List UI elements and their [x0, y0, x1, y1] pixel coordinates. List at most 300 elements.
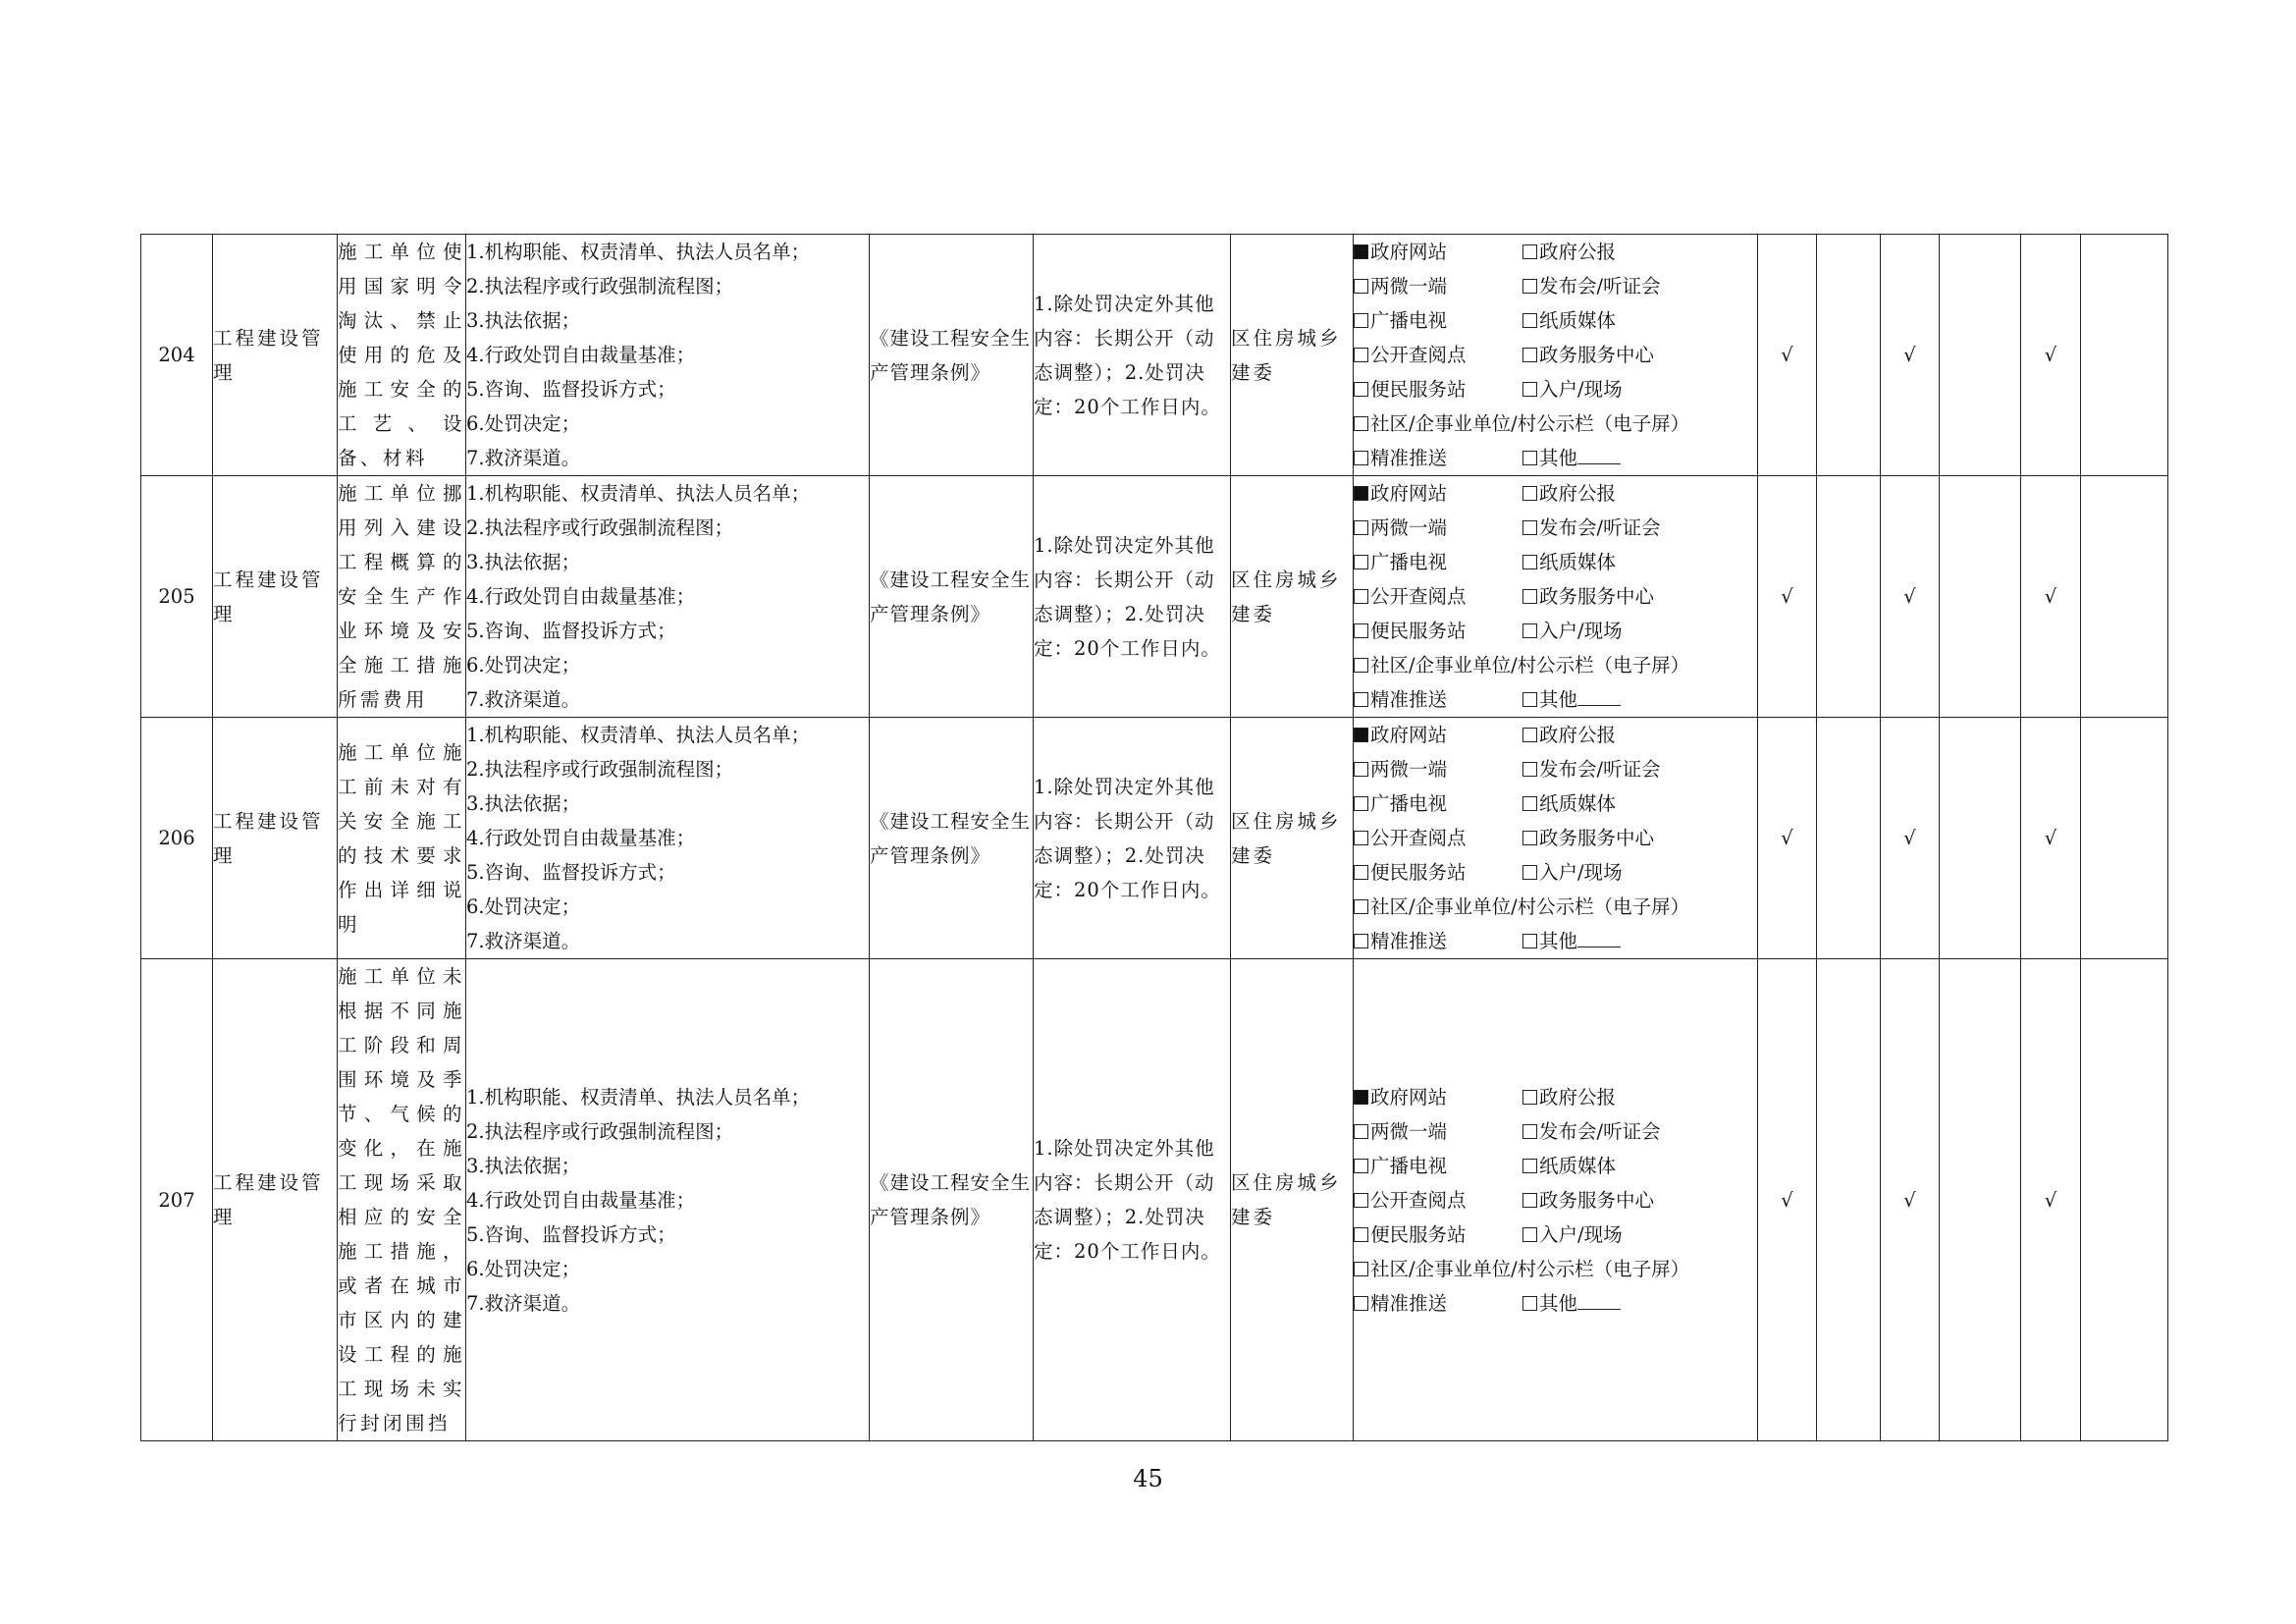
channel-label: 政务服务中心	[1539, 827, 1655, 849]
other-blank-line	[1577, 691, 1621, 706]
channel-row	[1354, 752, 1757, 786]
channel-label: 入户/现场	[1539, 620, 1623, 642]
basis-cell	[870, 235, 1034, 476]
channel-label: 公开查阅点	[1370, 827, 1467, 849]
category-cell	[213, 718, 338, 959]
channel-cell	[1354, 235, 1758, 476]
category-text: 工程建设管理	[213, 326, 324, 384]
channel-label: 公开查阅点	[1370, 1188, 1467, 1212]
channel-row	[1354, 406, 1757, 441]
channel-row	[1354, 924, 1757, 958]
channel-label: 广播电视	[1370, 1154, 1448, 1177]
mark-cell	[1817, 476, 1881, 718]
content-line: 7.救济渠道。	[466, 1291, 581, 1315]
channel-row	[1354, 511, 1757, 545]
basis-text: 《建设工程安全生产管理条例》	[870, 1171, 1032, 1228]
channel-row	[1354, 545, 1757, 579]
checkbox-icon[interactable]	[1354, 279, 1368, 294]
table-body	[141, 235, 2168, 1441]
channel-label: 精准推送	[1370, 930, 1448, 952]
content-cell	[466, 959, 870, 1441]
channel-label: 精准推送	[1370, 688, 1448, 711]
page-number: 45	[1133, 1465, 1163, 1492]
channel-row	[1354, 1183, 1757, 1218]
channel-option[interactable]	[1354, 1080, 1522, 1114]
other-blank-line	[1577, 933, 1621, 947]
dept-cell	[1231, 959, 1354, 1441]
checkbox-icon[interactable]	[1354, 520, 1368, 535]
dept-text: 区住房城乡建委	[1231, 326, 1342, 384]
channel-option[interactable]	[1354, 235, 1522, 269]
checkbox-icon[interactable]	[1354, 796, 1368, 811]
channel-row	[1354, 1114, 1757, 1149]
checkbox-icon[interactable]	[1522, 348, 1537, 362]
dept-text: 区住房城乡建委	[1231, 1171, 1342, 1228]
channel-row	[1354, 718, 1757, 752]
checkbox-icon[interactable]	[1522, 1159, 1537, 1173]
channel-label: 发布会/听证会	[1539, 1119, 1661, 1143]
channel-option[interactable]	[1522, 476, 1616, 511]
channel-label: 便民服务站	[1370, 1222, 1467, 1246]
checkbox-icon[interactable]	[1354, 934, 1368, 948]
channel-option[interactable]	[1354, 648, 1689, 682]
channel-row	[1354, 303, 1757, 338]
content-line: 3.执法依据；	[466, 1154, 581, 1177]
row-number-cell	[141, 959, 213, 1441]
channel-option[interactable]	[1522, 372, 1623, 406]
channel-label: 政务服务中心	[1539, 344, 1655, 366]
content-line: 2.执法程序或行政强制流程图；	[466, 758, 734, 781]
channel-row	[1354, 890, 1757, 924]
channel-option[interactable]	[1522, 786, 1616, 821]
mark-cell	[2081, 476, 2168, 718]
channel-row	[1354, 614, 1757, 648]
channel-label: 公开查阅点	[1370, 344, 1467, 366]
checkbox-icon[interactable]	[1522, 589, 1537, 604]
channel-option[interactable]	[1522, 1080, 1616, 1114]
channel-option[interactable]	[1522, 338, 1654, 372]
channel-row	[1354, 648, 1757, 682]
channel-label: 精准推送	[1370, 447, 1448, 469]
table-row	[141, 959, 2168, 1441]
checkbox-icon[interactable]	[1354, 692, 1368, 707]
channel-option[interactable]	[1354, 786, 1522, 821]
channel-cell	[1354, 718, 1758, 959]
checkbox-icon[interactable]	[1354, 589, 1368, 604]
channel-row	[1354, 821, 1757, 855]
channel-label: 两微一端	[1370, 275, 1448, 298]
other-blank-line	[1577, 450, 1621, 464]
channel-option[interactable]	[1522, 511, 1661, 545]
checkbox-icon[interactable]	[1522, 728, 1537, 742]
channel-option[interactable]	[1522, 614, 1623, 648]
checkbox-icon[interactable]	[1354, 623, 1368, 638]
mark-cell: √	[2021, 476, 2081, 718]
checkbox-icon[interactable]	[1354, 451, 1368, 465]
mark-cell	[1940, 959, 2021, 1441]
channel-label: 广播电视	[1370, 551, 1448, 573]
checkbox-icon[interactable]	[1354, 555, 1368, 569]
channel-option[interactable]	[1354, 718, 1522, 752]
channel-option[interactable]	[1522, 924, 1621, 958]
channel-option[interactable]	[1354, 821, 1522, 855]
channel-option[interactable]	[1354, 476, 1522, 511]
channel-label: 社区/企事业单位/村公示栏（电子屏）	[1370, 1257, 1690, 1280]
content-line: 6.处罚决定；	[466, 654, 581, 677]
channel-option[interactable]	[1354, 855, 1522, 890]
channel-label: 其他	[1539, 447, 1578, 469]
checkbox-icon[interactable]	[1522, 623, 1537, 638]
channel-option[interactable]	[1522, 545, 1616, 579]
content-cell	[466, 235, 870, 476]
checkbox-icon[interactable]	[1354, 1159, 1368, 1173]
row-number-cell	[141, 476, 213, 718]
channel-option[interactable]	[1354, 441, 1522, 475]
content-line: 3.执法依据；	[466, 551, 581, 573]
checkbox-icon[interactable]	[1522, 1124, 1537, 1139]
channel-label: 精准推送	[1370, 1291, 1448, 1315]
content-line: 5.咨询、监督投诉方式；	[466, 378, 676, 401]
matter-cell	[338, 476, 466, 718]
channel-option[interactable]	[1522, 303, 1616, 338]
checkbox-icon[interactable]	[1354, 348, 1368, 362]
table-row	[141, 718, 2168, 959]
channel-label: 两微一端	[1370, 758, 1448, 781]
channel-option[interactable]	[1522, 821, 1654, 855]
other-blank-line	[1577, 1295, 1621, 1310]
channel-option[interactable]	[1354, 924, 1522, 958]
channel-label: 政府公报	[1539, 241, 1617, 263]
category-cell	[213, 235, 338, 476]
mark-cell	[1940, 718, 2021, 959]
channel-option[interactable]	[1354, 682, 1522, 717]
matter-text: 施工单位施工前未对有关安全施工的技术要求作出详细说明	[338, 740, 465, 936]
matter-text: 施工单位使用国家明令淘汰、禁止使用的危及施工安全的工艺、设备、材料	[338, 241, 465, 469]
mark-cell: √	[1758, 235, 1817, 476]
channel-label: 政府网站	[1370, 1085, 1448, 1109]
channel-label: 政府公报	[1539, 1085, 1617, 1109]
row-number: 207	[158, 1188, 195, 1212]
channel-option[interactable]	[1522, 682, 1621, 717]
channel-label: 公开查阅点	[1370, 585, 1467, 608]
category-text: 工程建设管理	[213, 809, 324, 867]
channel-option[interactable]	[1354, 614, 1522, 648]
table-row	[141, 476, 2168, 718]
channel-label: 纸质媒体	[1539, 1154, 1617, 1177]
checkbox-icon[interactable]	[1354, 658, 1368, 673]
matter-text: 施工单位挪用列入建设工程概算的安全生产作业环境及安全施工措施所需费用	[338, 482, 465, 711]
basis-text: 《建设工程安全生产管理条例》	[870, 326, 1032, 384]
basis-cell	[870, 959, 1034, 1441]
matter-cell	[338, 959, 466, 1441]
mark-cell: √	[1881, 476, 1940, 718]
time-cell	[1034, 235, 1231, 476]
basis-cell	[870, 718, 1034, 959]
mark-cell	[1817, 959, 1881, 1441]
row-number: 206	[158, 827, 195, 849]
channel-label: 纸质媒体	[1539, 551, 1617, 573]
checkbox-icon[interactable]	[1522, 1227, 1537, 1242]
time-text: 1.除处罚决定外其他内容：长期公开（动态调整）；2.处罚决定：20个工作日内。	[1034, 533, 1221, 660]
channel-label: 广播电视	[1370, 792, 1448, 815]
checkbox-icon[interactable]	[1522, 313, 1537, 328]
channel-label: 入户/现场	[1539, 861, 1623, 884]
channel-label: 入户/现场	[1539, 378, 1623, 401]
checkbox-icon[interactable]	[1354, 1262, 1368, 1276]
dept-cell	[1231, 476, 1354, 718]
dept-text: 区住房城乡建委	[1231, 809, 1342, 867]
row-number: 204	[158, 344, 195, 366]
time-cell	[1034, 476, 1231, 718]
mark-cell: √	[1881, 718, 1940, 959]
channel-label: 纸质媒体	[1539, 792, 1617, 815]
mark-cell: √	[2021, 235, 2081, 476]
checkbox-icon[interactable]	[1354, 416, 1368, 431]
content-line: 6.处罚决定；	[466, 895, 581, 918]
basis-cell	[870, 476, 1034, 718]
channel-cell	[1354, 959, 1758, 1441]
channel-label: 其他	[1539, 688, 1578, 711]
channel-label: 入户/现场	[1539, 1222, 1623, 1246]
content-line: 7.救济渠道。	[466, 930, 581, 952]
channel-label: 两微一端	[1370, 1119, 1448, 1143]
checkbox-icon[interactable]	[1354, 1227, 1368, 1242]
checked-box-icon[interactable]	[1354, 486, 1368, 501]
checkbox-icon[interactable]	[1354, 831, 1368, 845]
row-number-cell	[141, 235, 213, 476]
channel-option[interactable]	[1354, 303, 1522, 338]
channel-label: 便民服务站	[1370, 378, 1467, 401]
channel-option[interactable]	[1354, 752, 1522, 786]
time-text: 1.除处罚决定外其他内容：长期公开（动态调整）；2.处罚决定：20个工作日内。	[1034, 292, 1221, 418]
channel-label: 政府公报	[1539, 482, 1617, 505]
checked-box-icon[interactable]	[1354, 244, 1368, 259]
channel-row	[1354, 786, 1757, 821]
checkbox-icon[interactable]	[1522, 796, 1537, 811]
channel-label: 其他	[1539, 930, 1578, 952]
channel-option[interactable]	[1354, 372, 1522, 406]
channel-row	[1354, 235, 1757, 269]
channel-row	[1354, 855, 1757, 890]
matter-cell	[338, 718, 466, 959]
channel-option[interactable]	[1354, 579, 1522, 614]
category-text: 工程建设管理	[213, 568, 324, 625]
channel-option[interactable]	[1522, 1183, 1654, 1218]
checkbox-icon[interactable]	[1354, 899, 1368, 914]
time-cell	[1034, 718, 1231, 959]
mark-cell: √	[1758, 476, 1817, 718]
channel-row	[1354, 1218, 1757, 1252]
checkbox-icon[interactable]	[1522, 486, 1537, 501]
channel-label: 政务服务中心	[1539, 585, 1655, 608]
channel-label: 社区/企事业单位/村公示栏（电子屏）	[1370, 895, 1690, 918]
channel-row	[1354, 338, 1757, 372]
channel-option[interactable]	[1354, 338, 1522, 372]
channel-label: 广播电视	[1370, 309, 1448, 332]
checkbox-icon[interactable]	[1522, 520, 1537, 535]
checkbox-icon[interactable]	[1522, 831, 1537, 845]
checkbox-icon[interactable]	[1522, 1090, 1537, 1105]
category-text: 工程建设管理	[213, 1171, 324, 1228]
channel-label: 政府网站	[1370, 724, 1448, 746]
content-line: 1.机构职能、权责清单、执法人员名单；	[466, 241, 811, 263]
checkbox-icon[interactable]	[1522, 934, 1537, 948]
channel-label: 政府公报	[1539, 724, 1617, 746]
channel-option[interactable]	[1522, 269, 1661, 303]
checkbox-icon[interactable]	[1522, 555, 1537, 569]
channel-option[interactable]	[1522, 235, 1616, 269]
checkbox-icon[interactable]	[1354, 865, 1368, 880]
channel-option[interactable]	[1354, 511, 1522, 545]
channel-label: 政务服务中心	[1539, 1188, 1655, 1212]
checkbox-icon[interactable]	[1522, 1193, 1537, 1208]
channel-option[interactable]	[1354, 1114, 1522, 1149]
mark-cell: √	[1758, 959, 1817, 1441]
channel-row	[1354, 1149, 1757, 1183]
content-cell	[466, 718, 870, 959]
mark-cell	[2081, 718, 2168, 959]
checkbox-icon[interactable]	[1354, 1193, 1368, 1208]
content-line: 4.行政处罚自由裁量基准；	[466, 344, 696, 366]
channel-option[interactable]	[1354, 269, 1522, 303]
matter-cell	[338, 235, 466, 476]
checkbox-icon[interactable]	[1522, 1296, 1537, 1311]
channel-option[interactable]	[1354, 1149, 1522, 1183]
dept-cell	[1231, 235, 1354, 476]
mark-cell	[1940, 476, 2021, 718]
channel-cell	[1354, 476, 1758, 718]
mark-cell	[1817, 718, 1881, 959]
checkbox-icon[interactable]	[1522, 762, 1537, 777]
content-line: 4.行政处罚自由裁量基准；	[466, 827, 696, 849]
channel-option[interactable]	[1354, 1286, 1522, 1321]
content-line: 1.机构职能、权责清单、执法人员名单；	[466, 724, 811, 746]
category-cell	[213, 476, 338, 718]
mark-cell	[1940, 235, 2021, 476]
channel-row	[1354, 269, 1757, 303]
content-line: 4.行政处罚自由裁量基准；	[466, 585, 696, 608]
checkbox-icon[interactable]	[1354, 382, 1368, 397]
channel-label: 便民服务站	[1370, 861, 1467, 884]
content-line: 3.执法依据；	[466, 792, 581, 815]
content-line: 7.救济渠道。	[466, 688, 581, 711]
channel-row	[1354, 579, 1757, 614]
dept-cell	[1231, 718, 1354, 959]
basis-text: 《建设工程安全生产管理条例》	[870, 568, 1032, 625]
content-line: 2.执法程序或行政强制流程图；	[466, 516, 734, 539]
checkbox-icon[interactable]	[1522, 451, 1537, 465]
category-cell	[213, 959, 338, 1441]
content-line: 5.咨询、监督投诉方式；	[466, 861, 676, 884]
channel-option[interactable]	[1522, 718, 1616, 752]
dept-text: 区住房城乡建委	[1231, 568, 1342, 625]
channel-row	[1354, 682, 1757, 717]
channel-label: 两微一端	[1370, 516, 1448, 539]
time-text: 1.除处罚决定外其他内容：长期公开（动态调整）；2.处罚决定：20个工作日内。	[1034, 1137, 1221, 1263]
content-line: 2.执法程序或行政强制流程图；	[466, 1119, 734, 1143]
checked-box-icon[interactable]	[1354, 728, 1368, 742]
channel-label: 其他	[1539, 1291, 1578, 1315]
channel-row	[1354, 441, 1757, 475]
checkbox-icon[interactable]	[1522, 865, 1537, 880]
content-line: 6.处罚决定；	[466, 412, 581, 435]
content-line: 4.行政处罚自由裁量基准；	[466, 1188, 696, 1212]
channel-option[interactable]	[1354, 1183, 1522, 1218]
checkbox-icon[interactable]	[1354, 762, 1368, 777]
channel-option[interactable]	[1522, 752, 1661, 786]
checkbox-icon[interactable]	[1354, 1296, 1368, 1311]
time-text: 1.除处罚决定外其他内容：长期公开（动态调整）；2.处罚决定：20个工作日内。	[1034, 775, 1221, 901]
channel-option[interactable]	[1354, 890, 1689, 924]
channel-row	[1354, 1286, 1757, 1321]
channel-label: 政府网站	[1370, 241, 1448, 263]
channel-row	[1354, 1080, 1757, 1114]
channel-label: 发布会/听证会	[1539, 275, 1661, 298]
checkbox-icon[interactable]	[1354, 313, 1368, 328]
content-line: 1.机构职能、权责清单、执法人员名单；	[466, 482, 811, 505]
channel-row	[1354, 1252, 1757, 1286]
checkbox-icon[interactable]	[1522, 382, 1537, 397]
basis-text: 《建设工程安全生产管理条例》	[870, 809, 1032, 867]
channel-option[interactable]	[1522, 1286, 1621, 1321]
channel-option[interactable]	[1354, 1252, 1689, 1286]
channel-option[interactable]	[1522, 579, 1654, 614]
content-line: 1.机构职能、权责清单、执法人员名单；	[466, 1085, 811, 1109]
disclosure-table	[140, 234, 2168, 1441]
time-cell	[1034, 959, 1231, 1441]
content-line: 3.执法依据；	[466, 309, 581, 332]
channel-label: 便民服务站	[1370, 620, 1467, 642]
channel-label: 发布会/听证会	[1539, 516, 1661, 539]
checked-box-icon[interactable]	[1354, 1090, 1368, 1105]
channel-option[interactable]	[1522, 1149, 1616, 1183]
channel-option[interactable]	[1354, 406, 1689, 441]
channel-option[interactable]	[1522, 441, 1621, 475]
channel-label: 发布会/听证会	[1539, 758, 1661, 781]
table-row	[141, 235, 2168, 476]
mark-cell: √	[2021, 718, 2081, 959]
row-number: 205	[158, 585, 195, 608]
checkbox-icon[interactable]	[1522, 692, 1537, 707]
channel-option[interactable]	[1522, 1114, 1661, 1149]
mark-cell	[2081, 959, 2168, 1441]
mark-cell	[2081, 235, 2168, 476]
channel-row	[1354, 372, 1757, 406]
content-cell	[466, 476, 870, 718]
mark-cell	[1817, 235, 1881, 476]
row-number-cell	[141, 718, 213, 959]
channel-label: 政府网站	[1370, 482, 1448, 505]
channel-option[interactable]	[1354, 1218, 1522, 1252]
checkbox-icon[interactable]	[1354, 1124, 1368, 1139]
mark-cell: √	[1758, 718, 1817, 959]
channel-label: 纸质媒体	[1539, 309, 1617, 332]
content-line: 6.处罚决定；	[466, 1257, 581, 1280]
channel-label: 社区/企事业单位/村公示栏（电子屏）	[1370, 412, 1690, 435]
checkbox-icon[interactable]	[1522, 279, 1537, 294]
channel-option[interactable]	[1522, 1218, 1623, 1252]
content-line: 2.执法程序或行政强制流程图；	[466, 275, 734, 298]
channel-row	[1354, 476, 1757, 511]
content-line: 7.救济渠道。	[466, 447, 581, 469]
mark-cell: √	[1881, 235, 1940, 476]
checkbox-icon[interactable]	[1522, 244, 1537, 259]
channel-option[interactable]	[1354, 545, 1522, 579]
matter-text: 施工单位未根据不同施工阶段和周围环境及季节、气候的变化，在施工现场采取相应的安全施工措施，或者在城市市区内的建设工程的施工现场未实行封闭围挡	[338, 965, 465, 1435]
mark-cell: √	[2021, 959, 2081, 1441]
mark-cell: √	[1881, 959, 1940, 1441]
channel-option[interactable]	[1522, 855, 1623, 890]
